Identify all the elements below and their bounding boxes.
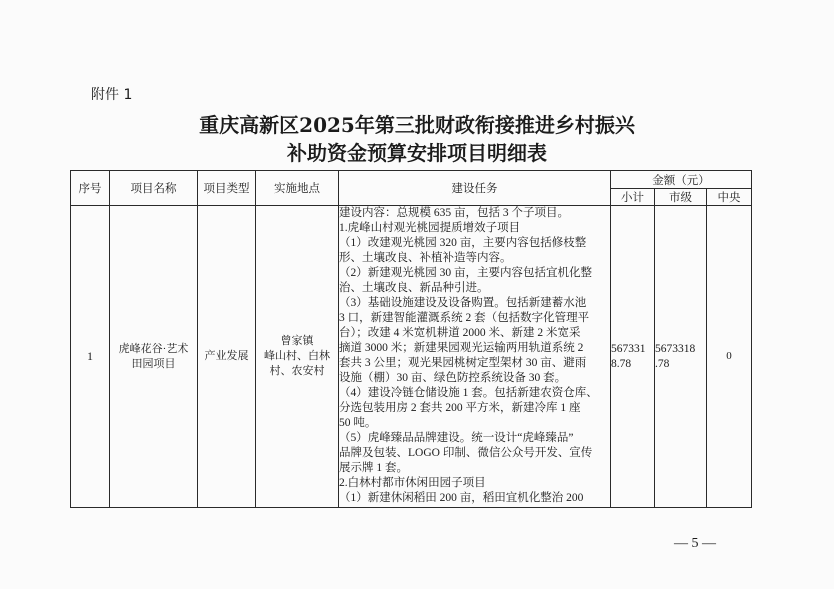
attachment-label: 附件 1 xyxy=(91,87,133,103)
cell-project-type: 产业发展 xyxy=(198,206,256,508)
header-construction-tasks: 建设任务 xyxy=(339,171,611,206)
cell-seq: 1 xyxy=(71,206,110,508)
task-line: （3）基础设施建设及设备购置。包括新建蓄水池 xyxy=(339,297,587,309)
municipal-amount: 5673318.78 xyxy=(655,342,696,370)
task-line: 台）；改建 4 米宽机耕道 2000 米、新建 2 米宽采 xyxy=(339,327,581,339)
project-detail-table xyxy=(70,170,752,508)
page-number: — 5 — xyxy=(674,536,716,551)
task-line: 建设内容：总规模 635 亩，包括 3 个子项目。 xyxy=(339,207,569,219)
task-line: （1）改建观光桃园 320 亩，主要内容包括修枝整 xyxy=(339,237,587,249)
table-row xyxy=(71,206,752,508)
header-municipal: 市级 xyxy=(655,189,707,206)
cell-construction-tasks xyxy=(339,206,611,508)
header-central: 中央 xyxy=(707,189,752,206)
task-line: 摘道 3000 米；新建果园观光运输两用轨道系统 2 xyxy=(339,342,584,354)
document-title-line-1: 重庆高新区2025年第三批财政衔接推进乡村振兴 xyxy=(199,113,635,137)
task-line: （2）新建观光桃园 30 亩，主要内容包括宜机化整 xyxy=(339,267,592,279)
subtotal-amount: 5673318.78 xyxy=(611,342,646,370)
task-line: （4）建设冷链仓储设施 1 套。包括新建农资仓库、 xyxy=(339,387,598,399)
task-line: 50 吨。 xyxy=(339,417,377,429)
cell-central: 0 xyxy=(707,206,752,508)
task-line: 套共 3 公里；观光果园桃树定型架材 30 亩、避雨 xyxy=(339,357,587,369)
task-line: 1.虎峰山村观光桃园提质增效子项目 xyxy=(339,222,521,234)
task-line: 形、土壤改良、补植补造等内容。 xyxy=(339,252,512,264)
task-line: （5）虎峰臻品品牌建设。统一设计“虎峰臻品” xyxy=(339,432,574,444)
task-line: 治、土壤改良、新品种引进。 xyxy=(339,282,489,294)
task-line: 分选包装用房 2 套共 200 平方米，新建冷库 1 座 xyxy=(339,402,581,414)
header-project-type: 项目类型 xyxy=(198,171,256,206)
project-name: 虎峰花谷·艺术田园项目 xyxy=(118,342,189,370)
task-line: 展示牌 1 套。 xyxy=(339,462,408,474)
header-project-name: 项目名称 xyxy=(110,171,198,206)
table-header-row xyxy=(71,171,752,189)
task-line: （1）新建休闲稻田 200 亩，稻田宜机化整治 200 xyxy=(339,492,584,504)
cell-project-name xyxy=(110,206,198,508)
task-line: 设施（棚）30 亩、绿色防控系统设备 30 套。 xyxy=(339,372,567,384)
task-line: 3 口，新建智能灌溉系统 2 套（包括数字化管理平 xyxy=(339,312,590,324)
header-seq: 序号 xyxy=(71,171,110,206)
document-title-line-2: 补助资金预算安排项目明细表 xyxy=(287,141,547,165)
header-location: 实施地点 xyxy=(256,171,339,206)
cell-location xyxy=(256,206,339,508)
cell-municipal xyxy=(655,206,707,508)
header-subtotal: 小计 xyxy=(611,189,655,206)
location-town: 曾家镇 xyxy=(280,335,314,347)
cell-subtotal xyxy=(611,206,655,508)
header-amount: 金额（元） xyxy=(611,171,752,189)
location-villages: 峰山村、白林村、农安村 xyxy=(264,350,330,377)
task-line: 品牌及包装、LOGO 印制、微信公众号开发、宣传 xyxy=(339,447,593,459)
task-line: 2.白林村都市休闲田园子项目 xyxy=(339,477,486,489)
